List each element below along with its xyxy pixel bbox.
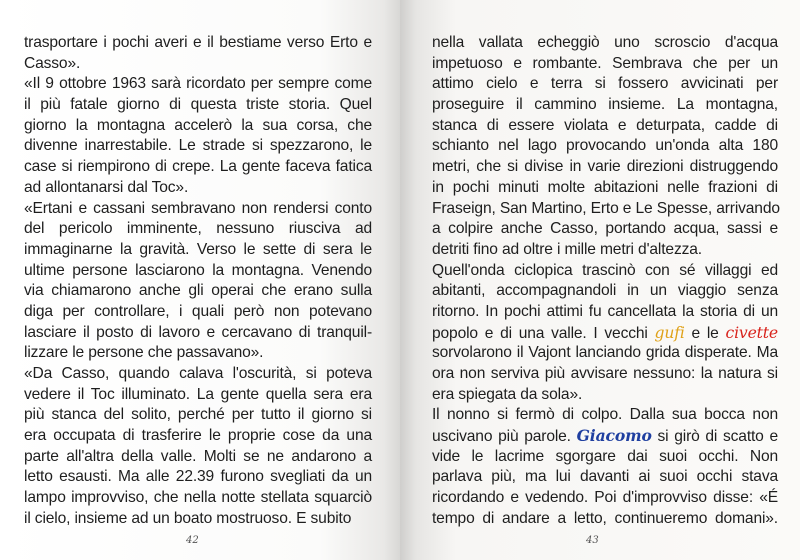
text-line: il cielo, insieme ad un boato mostruoso. E subito: [24, 509, 352, 527]
text-line: era spiegata da sola».: [432, 385, 583, 403]
text-line: case si riempirono di crepe. La gente faceva fatica: [24, 158, 372, 176]
text-line: «Ertani e cassani sembravano non rendersi conto: [24, 199, 372, 217]
text-line: tempo di andare a letto, continueremo domani».: [432, 509, 778, 527]
page-number-left: 42: [186, 535, 199, 546]
text-line: Casso».: [24, 54, 81, 72]
text-line: sorvolarono il Vajont lanciando grida disperate. Ma: [432, 344, 778, 362]
text-line: Fraseign, San Martino, Erto e Le Spesse, arrivando: [432, 199, 780, 217]
text-line: schianto nel lago provocando un'onda alta 180: [432, 137, 778, 155]
text-line: metri, che si divise in varie direzioni distruggendo: [432, 158, 778, 176]
text-line: nella vallata echeggiò uno scroscio d'acqua: [432, 34, 778, 51]
text-line: proseguire il cammino insieme. La montagna,: [432, 96, 778, 114]
text-line: diga per controllare, i quali però non potevano: [24, 302, 372, 320]
text-line: vide le lacrime sgorgare dai suoi occhi. Non: [432, 447, 778, 465]
text-segment: popolo e di una valle. I vecchi: [432, 324, 655, 342]
text-line: del pericolo imminente, nessuno riusciva ad: [24, 220, 372, 238]
text-line: il più fatale giorno di questa triste storia. Quel: [24, 96, 372, 114]
text-line: ad allontanarsi dal Toc».: [24, 178, 189, 196]
text-line: in pochi minuti molte abitazioni nelle frazioni di: [432, 178, 778, 196]
text-line: stanca di essere violata e deturpata, cadde di: [432, 116, 778, 134]
text-line: attimo cielo e terra si fossero avvicinati per: [432, 75, 778, 93]
handwritten-word-gufi: gufi: [654, 323, 685, 342]
text-line: lampo improvviso, che nella notte stellata squarciò: [24, 489, 372, 507]
handwritten-word-civette: civette: [725, 323, 778, 342]
text-line-gufi: [432, 323, 778, 344]
text-line: letto esausti. Ma alle 22.39 furono svegliati da un: [24, 468, 372, 486]
text-line: era occupata di trasferire le proprie cose da una: [24, 427, 372, 445]
text-segment: uscivano più parole.: [432, 428, 577, 446]
page-number-right: 43: [586, 535, 599, 546]
text-line: Quell'onda ciclopica trascinò con sé villaggi ed: [432, 261, 778, 279]
text-line: via chiamarono anche gli operai che erano sulla: [24, 282, 372, 300]
text-line: impetuoso e rombante. Sembrava che per un: [432, 54, 778, 72]
text-line: «Il 9 ottobre 1963 sarà ricordato per sempre come: [24, 75, 372, 93]
left-page-text: [24, 33, 372, 530]
text-line: ricordando e vedendo. Poi d'improvviso disse: «É: [432, 489, 778, 507]
text-line: lizzare le persone che passavano».: [24, 344, 264, 362]
text-line: divenne inarrestabile. Le strade si spezzarono, le: [24, 137, 372, 155]
text-line: detriti fino ad oltre i mille metri d'altezza.: [432, 240, 702, 258]
text-line: ritorno. In pochi attimi fu cancellata la storia di un: [432, 302, 778, 320]
text-segment: e le: [684, 324, 726, 342]
text-line-giacomo: [432, 426, 778, 447]
text-line: giorno la montagna accelerò la sua corsa, che: [24, 116, 372, 134]
text-line: abitanti, accompagnandoli in un viaggio senza: [432, 282, 778, 300]
text-line: ultime persone lasciarono la montagna. Venendo: [24, 261, 372, 279]
text-line: vedere il Toc illuminato. La gente quella sera era: [24, 385, 372, 403]
text-line: a colpire anche Casso, portando acqua, sassi e: [432, 220, 778, 238]
text-line: più stanca del solito, perché per tutto il giorno si: [24, 406, 372, 424]
right-page-text: [432, 33, 778, 530]
text-line: lasciare il posto di lavoro e cercavano di tranquil-: [24, 323, 372, 341]
text-line: «Da Casso, quando calava l'oscurità, si poteva: [24, 365, 372, 382]
text-line: immaginarne la gravità. Verso le sette di sera le: [24, 240, 372, 258]
text-line: parlava più, ma lui davanti ai suoi occhi stava: [432, 468, 778, 486]
text-segment: si girò di scatto e: [651, 428, 778, 446]
text-line: ora non serviva più avvisare nessuno: la natura si: [432, 365, 778, 382]
text-line: Il nonno si fermò di colpo. Dalla sua bocca non: [432, 406, 778, 424]
handwritten-word-giacomo: Giacomo: [576, 426, 652, 446]
text-line: parte all'altra della valle. Molti se ne andarono a: [24, 447, 372, 465]
text-line: trasportare i pochi averi e il bestiame verso Erto e: [24, 34, 372, 51]
